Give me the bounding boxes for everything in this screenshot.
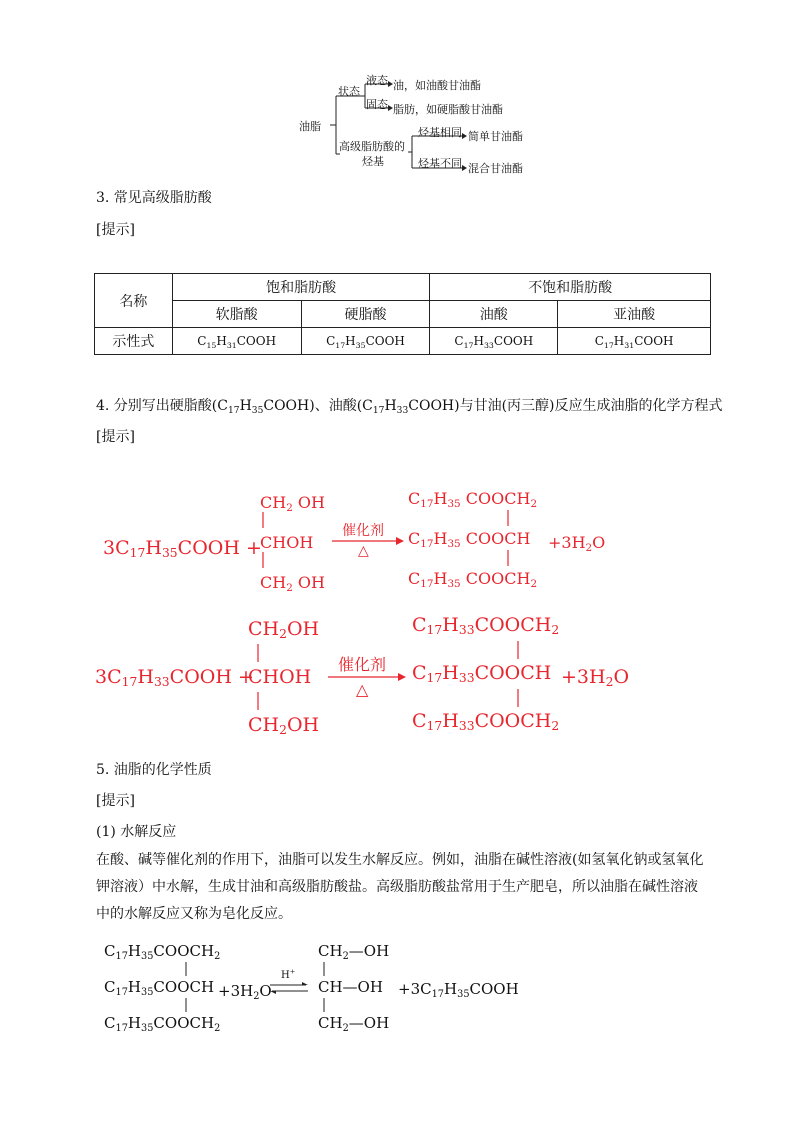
section5-sub1: (1) 水解反应 — [96, 824, 177, 840]
eq2-product-top: $C_{17}H_{33}COOCH_2$ — [412, 614, 560, 637]
eq2-heat: △ — [356, 680, 369, 699]
tree-liquid-label: 液态 — [366, 74, 388, 87]
section4-hint: [提示] — [96, 429, 135, 445]
eq1-glycerol-top: $CH_2$ OH — [260, 493, 325, 514]
eq2-catalyst: 催化剂 — [338, 655, 387, 674]
eq1-reactant-acid: $3C_{17}H_{35}COOH$ + — [103, 537, 262, 560]
section5-hint: [提示] — [96, 793, 135, 809]
hyd-glycerol-bot: $CH_2—OH$ — [318, 1014, 390, 1034]
tree-solid-label: 固态 — [366, 98, 388, 111]
hyd-acid-product: $+3C_{17}H_{35}COOH$ — [398, 980, 519, 1000]
tree-solid-result: 脂肪，如硬脂酸甘油酯 — [393, 103, 503, 116]
section5-heading: 5. 油脂的化学性质 — [96, 762, 212, 778]
table-formula-linoleic: $C_{17}H_{31}COOH$ — [558, 328, 711, 355]
eq1-glycerol-mid: CHOH — [260, 533, 314, 552]
eq2-reactant-acid: $3C_{17}H_{33}COOH$ + — [95, 666, 254, 689]
eq2-product-bot: $C_{17}H_{33}COOCH_2$ — [412, 710, 560, 733]
tree-liquid-result: 油，如油酸甘油酯 — [393, 79, 481, 92]
eq1-heat: △ — [358, 543, 369, 559]
hyd-ester-bot: $C_{17}H_{35}COOCH_2$ — [104, 1014, 221, 1034]
hyd-catalyst: H+ — [281, 967, 296, 981]
table-col-stearic: 硬脂酸 — [301, 301, 430, 328]
hyd-ester-mid: $C_{17}H_{35}COOCH$ — [104, 978, 215, 998]
tree-same-label: 烃基相同 — [418, 126, 462, 139]
eq2-glycerol-bonds — [250, 640, 270, 720]
table-formula-header: 示性式 — [95, 328, 173, 355]
table-col-palmitic: 软脂酸 — [172, 301, 301, 328]
eq2-product-bonds — [510, 637, 530, 717]
fatty-acid-table — [94, 273, 711, 355]
eq1-water: $+3H_2O$ — [548, 533, 606, 554]
table-col-linoleic: 亚油酸 — [558, 301, 711, 328]
eq2-product-mid: $C_{17}H_{33}COOCH$ — [412, 662, 552, 685]
section3-hint: [提示] — [96, 222, 135, 238]
tree-root: 油脂 — [299, 120, 321, 133]
eq1-product-bot: $C_{17}H_{35}$ $COOCH_2$ — [408, 569, 538, 590]
hyd-ester-bonds — [180, 958, 194, 1018]
eq1-glycerol-bot: $CH_2$ OH — [260, 573, 325, 594]
eq1-catalyst: 催化剂 — [342, 523, 384, 539]
eq2-glycerol-mid: CHOH — [248, 666, 312, 688]
table-formula-palmitic: $C_{15}H_{31}COOH$ — [172, 328, 301, 355]
hyd-glycerol-bonds — [318, 958, 332, 1018]
eq2-glycerol-bot: $CH_2OH$ — [248, 714, 320, 737]
table-col-oleic: 油酸 — [430, 301, 558, 328]
table-unsaturated-header: 不饱和脂肪酸 — [430, 274, 711, 301]
table-name-header: 名称 — [95, 274, 173, 328]
tree-state: 状态 — [338, 85, 360, 98]
eq1-product-mid: $C_{17}H_{35}$ COOCH — [408, 529, 531, 550]
tree-fatty-acid-line2: 烃基 — [362, 155, 384, 168]
section3-heading: 3. 常见高级脂肪酸 — [96, 190, 212, 206]
eq2-water: $+3H_2O$ — [561, 666, 630, 689]
eq1-product-top: $C_{17}H_{35}$ $COOCH_2$ — [408, 489, 538, 510]
tree-fatty-acid-line1: 高级脂肪酸的 — [339, 140, 405, 153]
hyd-equilibrium-arrow — [268, 982, 310, 996]
hyd-glycerol-top: $CH_2—OH$ — [318, 942, 390, 962]
tree-diff-result: 混合甘油酯 — [468, 162, 523, 175]
hyd-ester-top: $C_{17}H_{35}COOCH_2$ — [104, 942, 221, 962]
eq1-product-bonds — [500, 508, 520, 578]
table-formula-stearic: $C_{17}H_{35}COOH$ — [301, 328, 430, 355]
eq1-glycerol-bonds — [255, 510, 275, 580]
hyd-glycerol-mid: CH—OH — [318, 978, 383, 996]
tree-same-result: 简单甘油酯 — [468, 130, 523, 143]
table-formula-oleic: $C_{17}H_{33}COOH$ — [430, 328, 558, 355]
eq2-glycerol-top: $CH_2OH$ — [248, 618, 320, 641]
hyd-water: $+3H_2O$ — [218, 982, 272, 1002]
section4-heading: 4. 分别写出硬脂酸$(C_{17}H_{35}COOH)$、油酸$(C_{17}H_{33}COOH)$与甘油(丙三醇)反应生成油脂的化学方程式 — [96, 398, 723, 416]
table-saturated-header: 饱和脂肪酸 — [172, 274, 430, 301]
section5-paragraph: 在酸、碱等催化剂的作用下，油脂可以发生水解反应。例如，油脂在碱性溶液(如氢氧化钠或氢氧化钾溶液）中水解，生成甘油和高级脂肪酸盐。高级脂肪酸盐常用于生产肥皂，所以油脂在碱性溶液中的水解反应又称为皂化反应。 — [96, 852, 704, 922]
tree-diff-label: 烃基不同 — [418, 157, 462, 170]
